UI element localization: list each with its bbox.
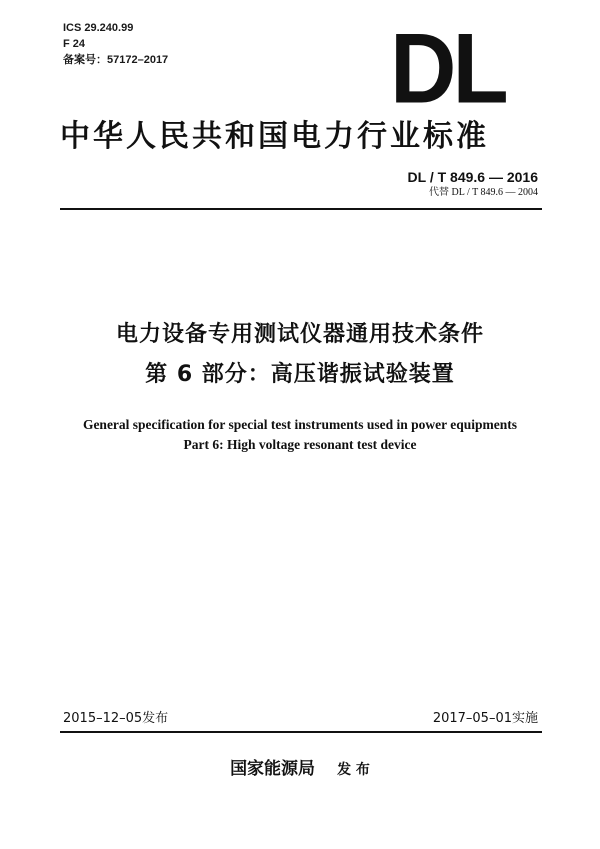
issue-action: 发 布 [337, 762, 370, 778]
issue-date: 2015–12–05发布 [63, 711, 169, 726]
footer-rule [60, 731, 542, 733]
title-cn-line2: 第 6 部分：高压谐振试验装置 [145, 362, 455, 387]
dl-logo: DL [390, 13, 505, 125]
implementation-date: 2017–05–01实施 [432, 711, 538, 726]
title-chinese [0, 315, 600, 395]
issuer-line [0, 757, 600, 782]
title-en-line2: Part 6: High voltage resonant test device [183, 437, 417, 452]
classification-code: F 24 [63, 38, 86, 50]
title-cn-line1: 电力设备专用测试仪器通用技术条件 [115, 322, 484, 347]
header-rule [60, 208, 542, 210]
filing-number: 备案号：57172–2017 [63, 54, 169, 66]
classification-block [63, 20, 168, 68]
issuer-name: 国家能源局 [230, 759, 316, 779]
ics-code: ICS 29.240.99 [63, 22, 134, 34]
title-en-line1: General specification for special test instruments used in power equipments [82, 417, 518, 432]
standard-code: DL / T 849.6 — 2016 [407, 169, 538, 185]
standard-name: 中华人民共和国电力行业标准 [60, 119, 489, 154]
title-english [0, 415, 600, 455]
replaces-standard: 代替 DL / T 849.6 — 2004 [429, 187, 538, 198]
